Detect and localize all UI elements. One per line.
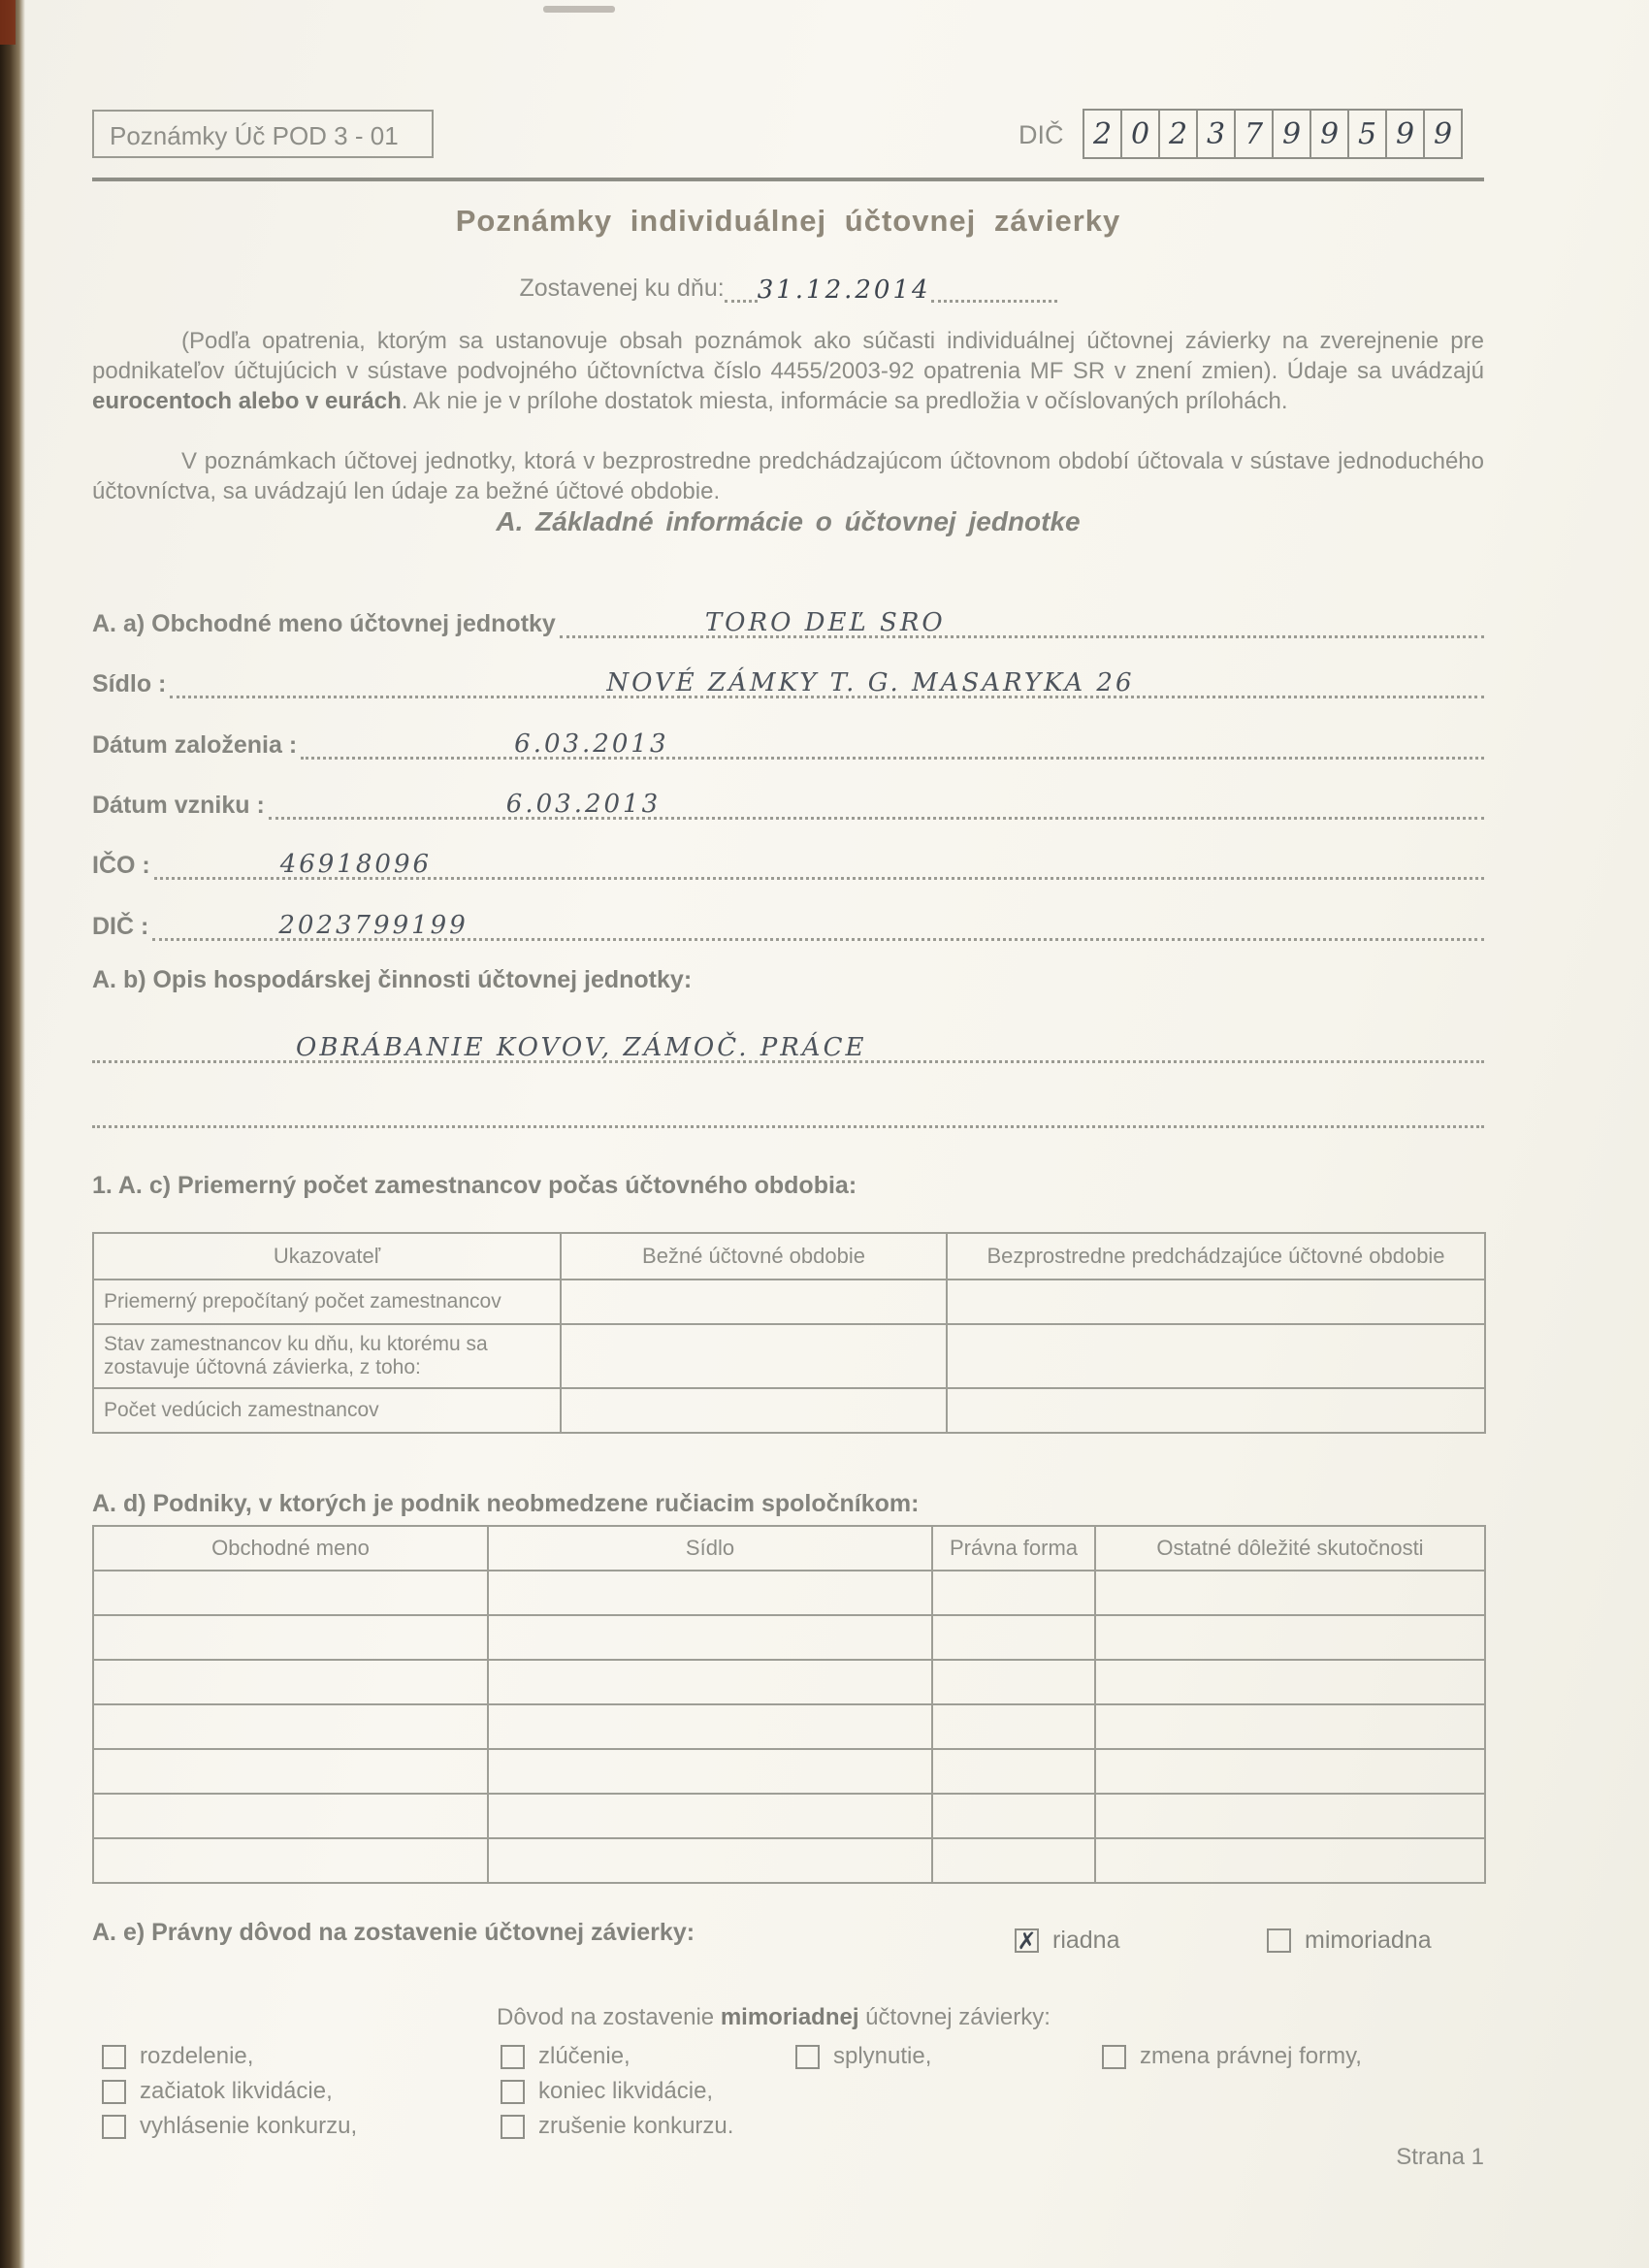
reason-checkbox	[501, 2045, 525, 2069]
reason-zrusenie-konkurzu	[501, 2113, 733, 2140]
table-cell-empty	[1095, 1571, 1485, 1615]
reason-label-text: Dôvod na zostavenie	[497, 2004, 721, 2030]
dic-digit-boxes	[1083, 109, 1463, 159]
reason-label-text: účtovnej závierky:	[858, 2004, 1051, 2030]
reason-rozdelenie	[102, 2043, 253, 2070]
field-ico	[92, 835, 1484, 880]
table-cell-empty	[561, 1388, 947, 1433]
field-label: Dátum vzniku :	[92, 792, 265, 819]
intro-text: (Podľa opatrenia, ktorým sa ustanovuje obsah poznámok ako súčasti individuálnej účtovnej závierky na zverejnenie pre podnikateľov účtujúcich v sústave podvojného účtovníctva číslo 4455/2003-92 opatrenia MF SR v znení zmien). Údaje sa uvádzajú	[92, 328, 1484, 384]
table-cell-empty	[1095, 1794, 1485, 1838]
table-cell-empty	[93, 1794, 488, 1838]
dic-label: DIČ	[1018, 120, 1064, 149]
dotted-line	[170, 657, 1484, 698]
section-d-heading: A. d) Podniky, v ktorých je podnik neobmedzene ručiacim spoločníkom:	[92, 1490, 920, 1517]
page-number: Strana 1	[1396, 2144, 1484, 2170]
dotted-line	[725, 275, 758, 303]
field-value-handwritten: 6.03.2013	[505, 790, 662, 819]
dic-digit: 3	[1206, 116, 1226, 151]
table-row	[93, 1704, 1485, 1749]
dotted-line	[301, 718, 1484, 760]
column-header: Ukazovateľ	[93, 1233, 561, 1280]
reason-label: zlúčenie,	[538, 2043, 630, 2069]
table-row	[93, 1749, 1485, 1794]
table-row	[93, 1571, 1485, 1615]
field-label: DIČ :	[92, 913, 149, 940]
dic-digit-cell	[1347, 109, 1387, 159]
table-cell-empty	[488, 1749, 932, 1794]
dic-digit-cell	[1272, 109, 1311, 159]
scan-smudge	[543, 6, 615, 13]
reason-zaciatok-likvidacie	[102, 2078, 333, 2105]
reason-label: splynutie,	[833, 2043, 932, 2069]
table-cell-empty	[93, 1660, 488, 1704]
reason-zmena-pravnej-formy	[1102, 2043, 1362, 2070]
reason-label: začiatok likvidácie,	[140, 2078, 333, 2104]
dic-digit-cell	[1423, 109, 1463, 159]
option-label: mimoriadna	[1305, 1927, 1432, 1954]
table-cell-empty	[932, 1571, 1095, 1615]
section-b-heading: A. b) Opis hospodárskej činnosti účtovnej jednotky:	[92, 966, 693, 993]
table-cell-empty	[488, 1571, 932, 1615]
table-cell-empty	[947, 1280, 1485, 1324]
table-cell-empty	[1095, 1838, 1485, 1883]
field-value-handwritten: 2023799199	[278, 911, 469, 940]
dic-digit-cell	[1385, 109, 1425, 159]
reason-checkbox	[501, 2080, 525, 2104]
table-cell-empty	[932, 1615, 1095, 1660]
header-rule	[92, 178, 1484, 181]
table-cell-empty	[932, 1749, 1095, 1794]
column-header: Ostatné dôležité skutočnosti	[1095, 1526, 1485, 1571]
checkbox-riadna: ✗	[1015, 1928, 1039, 1953]
field-dic	[92, 896, 1484, 941]
intro-paragraph-1	[92, 326, 1484, 416]
field-date-incorporated	[92, 775, 1484, 820]
column-header: Bezprostredne predchádzajúce účtovné obdobie	[947, 1233, 1485, 1280]
table-row	[93, 1388, 1485, 1433]
section-c-heading: 1. A. c) Priemerný počet zamestnancov počas účtovného obdobia:	[92, 1172, 857, 1199]
section-a-heading: A. Základné informácie o účtovnej jednotke	[496, 506, 1081, 536]
reason-zlucenie	[501, 2043, 630, 2070]
dic-digit-cell	[1310, 109, 1349, 159]
reason-label: koniec likvidácie,	[538, 2078, 714, 2104]
dic-digit: 7	[1244, 116, 1264, 151]
table-cell-empty	[1095, 1704, 1485, 1749]
table-cell-empty	[1095, 1660, 1485, 1704]
dic-digit: 2	[1168, 116, 1188, 151]
table-cell-empty	[93, 1571, 488, 1615]
dotted-line	[154, 838, 1484, 880]
column-header: Bežné účtovné obdobie	[561, 1233, 947, 1280]
reason-label: rozdelenie,	[140, 2043, 254, 2069]
intro-paragraph-2: V poznámkach účtovej jednotky, ktorá v bezprostredne predchádzajúcom účtovnom období účtovala v sústave jednoduchého účtovníctva, sa uvádzajú len údaje za bežné účtové obdobie.	[92, 448, 1484, 504]
table-cell-empty	[932, 1704, 1095, 1749]
dic-digit: 2	[1092, 116, 1113, 151]
table-cell-empty	[93, 1615, 488, 1660]
employees-table	[92, 1232, 1486, 1434]
dotted-line	[92, 1096, 1484, 1128]
dic-digit: 9	[1281, 116, 1302, 151]
table-cell-empty	[947, 1388, 1485, 1433]
dic-digit-cell	[1158, 109, 1198, 159]
field-value-handwritten: 6.03.2013	[514, 729, 669, 759]
dic-digit: 9	[1395, 116, 1415, 151]
dotted-line	[152, 899, 1484, 941]
date-value-handwritten: 31.12.2014	[757, 275, 931, 305]
row-label: Počet vedúcich zamestnancov	[93, 1388, 561, 1433]
form-code-box	[92, 110, 434, 158]
reason-vyhlasenie-konkurzu	[102, 2113, 357, 2140]
form-code: Poznámky Úč POD 3 - 01	[110, 121, 399, 150]
table-cell-empty	[488, 1615, 932, 1660]
reason-label-bold: mimoriadnej	[720, 2004, 859, 2030]
dic-digit: 5	[1357, 116, 1377, 151]
dotted-line	[560, 597, 1484, 638]
table-row	[93, 1324, 1485, 1388]
date-line	[92, 274, 1484, 303]
table-cell-empty	[488, 1794, 932, 1838]
scan-corner-mark	[0, 0, 16, 45]
table-cell-empty	[932, 1794, 1095, 1838]
field-label: A. a) Obchodné meno účtovnej jednotky	[92, 610, 556, 637]
table-cell-empty	[93, 1838, 488, 1883]
table-cell-empty	[1095, 1749, 1485, 1794]
checkbox-mimoriadna	[1267, 1928, 1291, 1953]
table-cell-empty	[488, 1660, 932, 1704]
column-header: Obchodné meno	[93, 1526, 488, 1571]
table-cell-empty	[93, 1704, 488, 1749]
table-cell-empty	[947, 1324, 1485, 1388]
field-label: IČO :	[92, 852, 150, 879]
option-label: riadna	[1052, 1927, 1120, 1954]
field-registered-seat	[92, 654, 1484, 698]
table-row	[93, 1838, 1485, 1883]
table-row	[93, 1794, 1485, 1838]
field-label: Sídlo :	[92, 670, 167, 697]
scan-edge-shadow	[0, 0, 25, 2268]
field-value-handwritten: 46918096	[279, 850, 433, 879]
intro-bold-text: eurocentoch alebo v eurách	[92, 388, 402, 414]
row-label: Stav zamestnancov ku dňu, ku ktorému sa zostavuje účtovná závierka, z toho:	[93, 1324, 561, 1388]
table-header-row	[93, 1233, 1485, 1280]
intro-text: . Ak nie je v prílohe dostatok miesta, informácie sa predložia v očíslovaných prílohách.	[401, 388, 1288, 414]
reason-checkbox	[102, 2115, 126, 2139]
dic-digit: 9	[1319, 116, 1340, 151]
table-row	[93, 1280, 1485, 1324]
section-e-heading: A. e) Právny dôvod na zostavenie účtovnej závierky:	[92, 1919, 695, 1946]
field-date-founded	[92, 715, 1484, 760]
table-row	[93, 1615, 1485, 1660]
date-label: Zostavenej ku dňu:	[519, 275, 725, 302]
field-value-handwritten: NOVÉ ZÁMKY T. G. MASARYKA 26	[606, 668, 1135, 697]
option-mimoriadna	[1267, 1927, 1432, 1955]
reason-checkbox	[501, 2115, 525, 2139]
table-row	[93, 1660, 1485, 1704]
dic-digit-cell	[1083, 109, 1122, 159]
dic-digit: 0	[1130, 116, 1150, 151]
business-activity-handwritten: OBRÁBANIE KOVOV, ZÁMOČ. PRÁCE	[296, 1033, 867, 1062]
table-cell-empty	[93, 1749, 488, 1794]
option-riadna	[1015, 1927, 1120, 1955]
field-label: Dátum založenia :	[92, 731, 298, 759]
dotted-line	[269, 778, 1484, 820]
table-cell-empty	[488, 1704, 932, 1749]
dic-digit: 9	[1433, 116, 1453, 151]
unlimited-partner-table	[92, 1525, 1486, 1884]
dic-digit-cell	[1196, 109, 1236, 159]
reason-label: zrušenie konkurzu.	[538, 2113, 734, 2139]
dotted-line	[931, 275, 1057, 303]
dic-digit-cell	[1234, 109, 1274, 159]
reason-checkbox	[795, 2045, 820, 2069]
table-cell-empty	[561, 1280, 947, 1324]
table-cell-empty	[932, 1838, 1095, 1883]
table-header-row	[93, 1526, 1485, 1571]
table-cell-empty	[488, 1838, 932, 1883]
reason-label: zmena právnej formy,	[1140, 2043, 1362, 2069]
reason-checkbox	[102, 2045, 126, 2069]
field-business-name	[92, 594, 1484, 638]
reason-koniec-likvidacie	[501, 2078, 713, 2105]
reason-checkbox	[102, 2080, 126, 2104]
business-activity-line	[92, 1017, 1484, 1063]
column-header: Právna forma	[932, 1526, 1095, 1571]
dotted-line	[92, 1021, 1484, 1063]
field-value-handwritten: TORO DEĽ SRO	[704, 608, 946, 637]
reason-checkbox	[1102, 2045, 1126, 2069]
row-label: Priemerný prepočítaný počet zamestnancov	[93, 1280, 561, 1324]
dic-digit-cell	[1120, 109, 1160, 159]
page-title: Poznámky individuálnej účtovnej závierky	[455, 204, 1121, 238]
column-header: Sídlo	[488, 1526, 932, 1571]
table-cell-empty	[1095, 1615, 1485, 1660]
reason-label: vyhlásenie konkurzu,	[140, 2113, 358, 2139]
table-cell-empty	[561, 1324, 947, 1388]
table-cell-empty	[932, 1660, 1095, 1704]
reason-splynutie	[795, 2043, 931, 2070]
extraordinary-reason-label	[497, 2004, 1051, 2031]
